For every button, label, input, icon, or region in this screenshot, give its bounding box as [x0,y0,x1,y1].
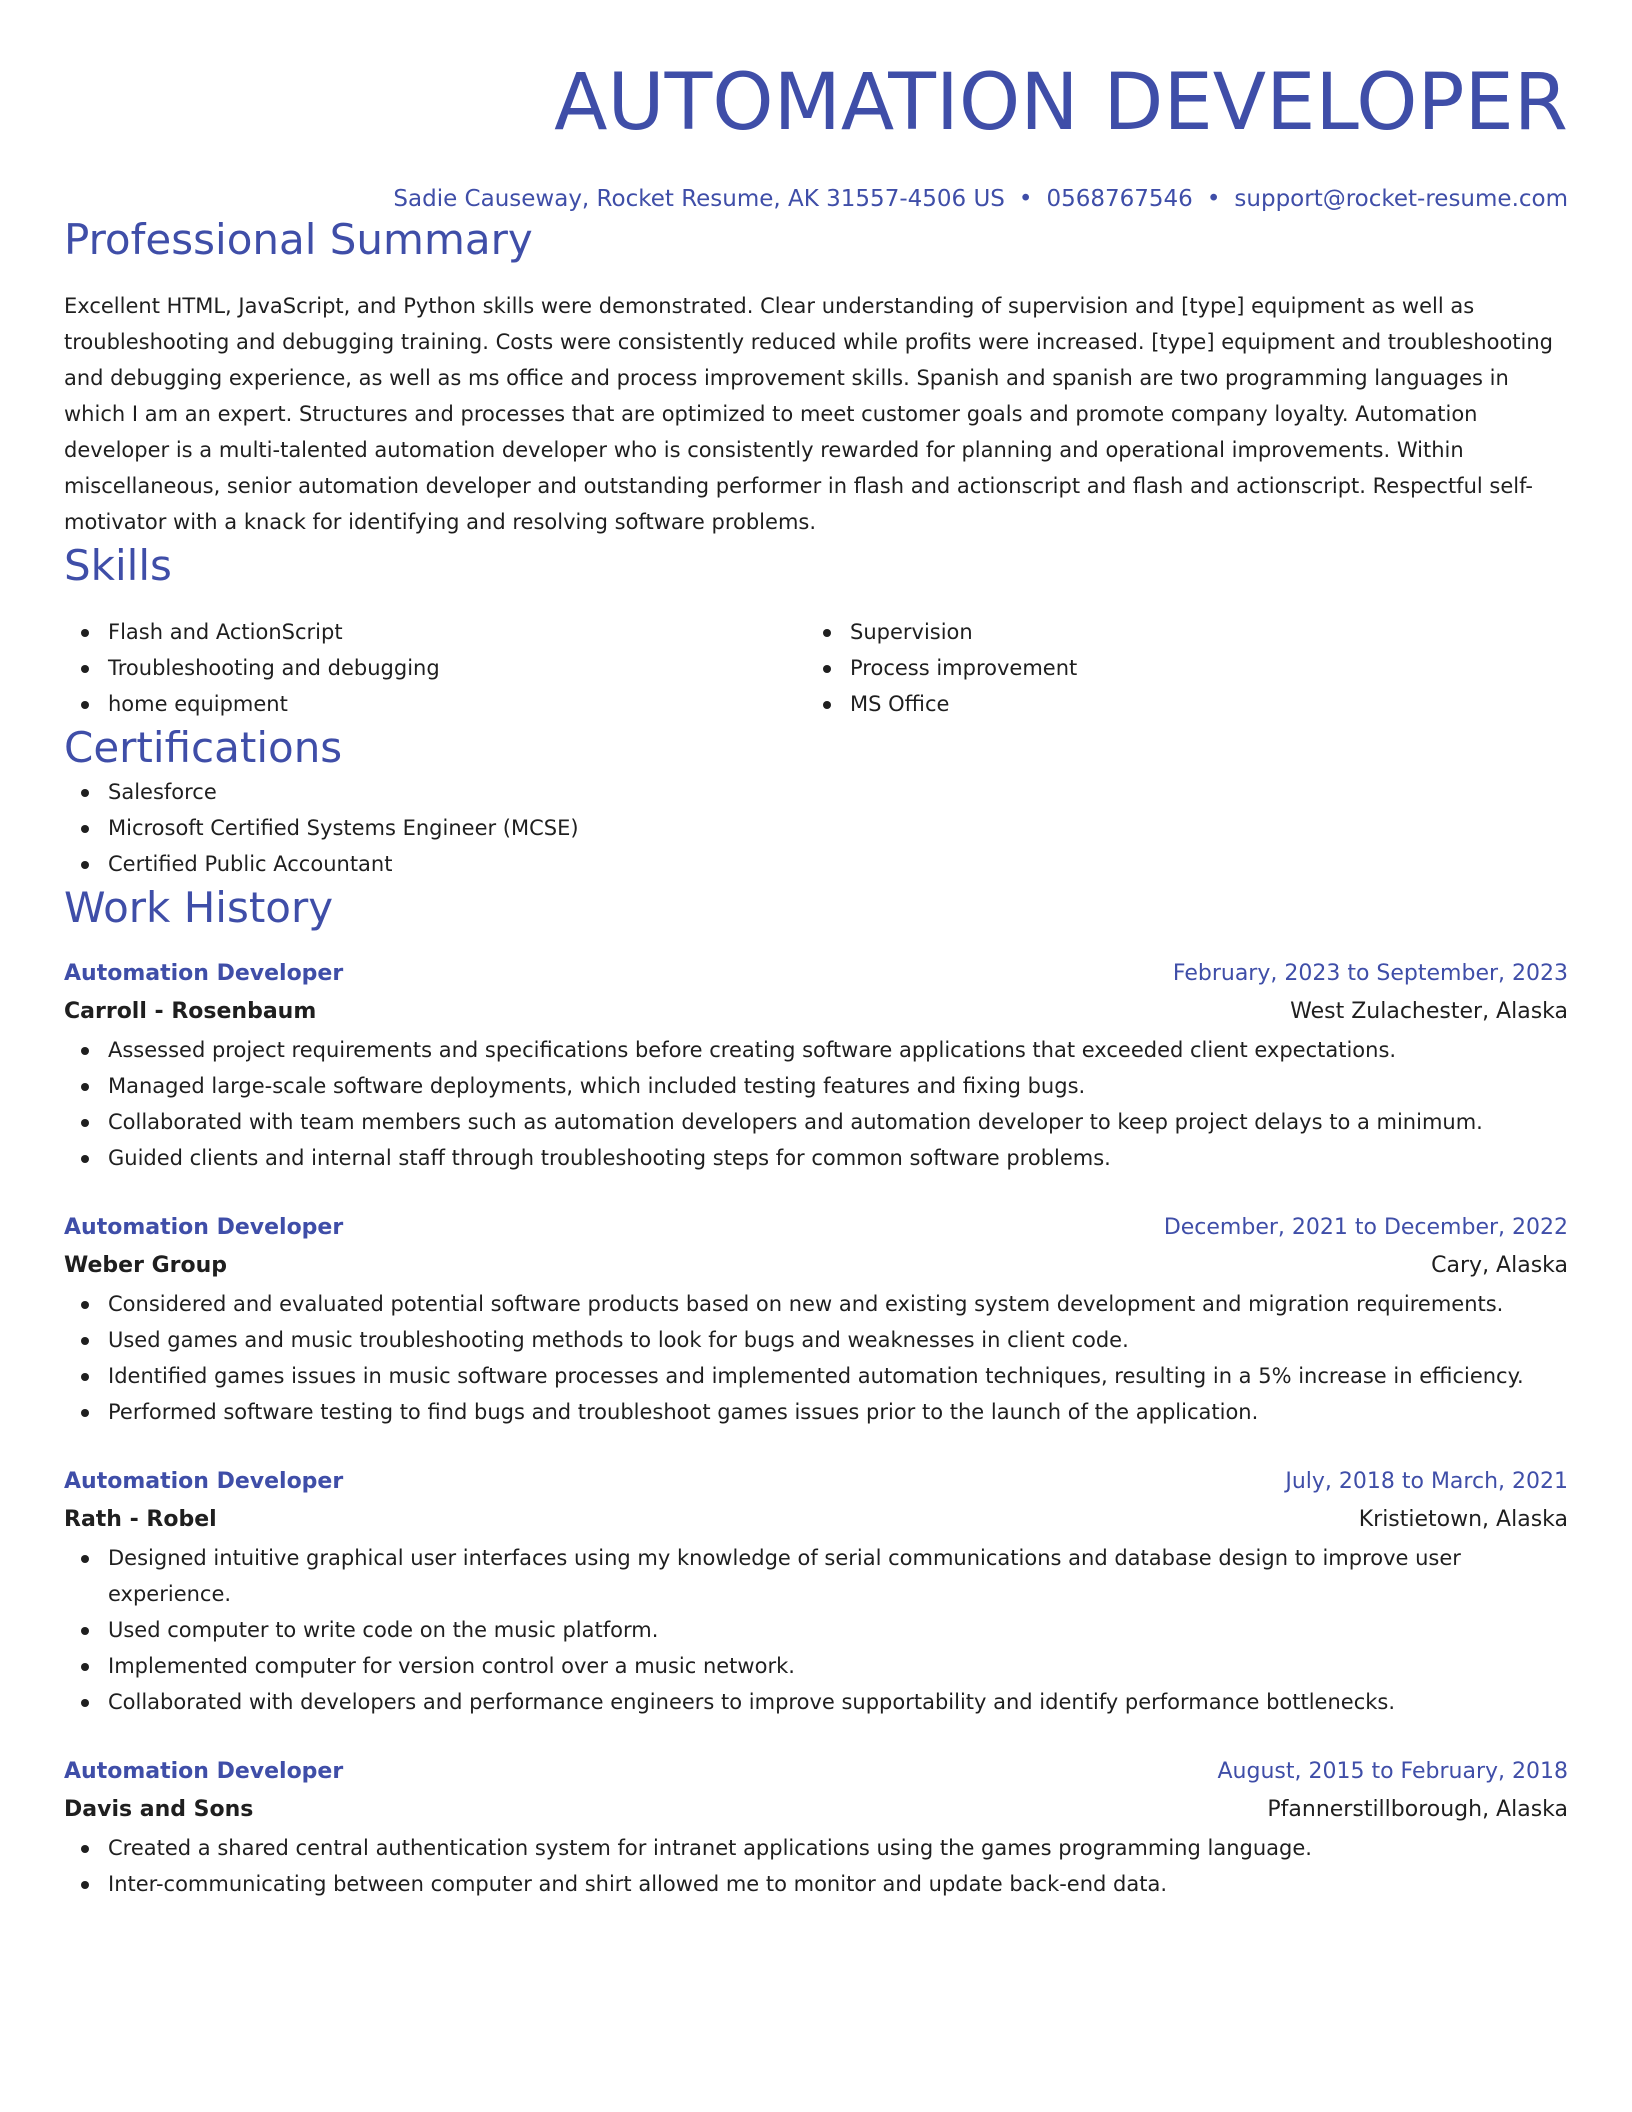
job-dates: February, 2023 to September, 2023 [1172,961,1568,986]
contact-address: Sadie Causeway, Rocket Resume, AK 31557-4506 US [393,186,1005,212]
job-duty-item: Used games and music troubleshooting methods to look for bugs and weaknesses in client code. [64,1322,1568,1358]
contact-phone: 0568767546 [1046,186,1193,212]
job-location: Pfannerstillborough, Alaska [1267,1797,1568,1822]
skills-list-left [64,614,806,722]
job-duties-list [64,1032,1568,1176]
job-dates: August, 2015 to February, 2018 [1217,1759,1568,1784]
job-entry [64,1210,1568,1430]
job-duty-item: Performed software testing to find bugs and troubleshoot games issues prior to the launch of the application. [64,1394,1568,1430]
certification-item: Microsoft Certified Systems Engineer (MCSE) [64,810,1568,846]
contact-separator: • [1018,186,1033,212]
skills-list-right [806,614,1548,722]
job-title-row [64,1210,1568,1246]
certification-item: Certified Public Accountant [64,846,1568,882]
resume-page [64,0,1568,1902]
resume-title: AUTOMATION DEVELOPER [554,58,1568,148]
job-duty-item: Assessed project requirements and specifications before creating software applications that exceeded client expectations. [64,1032,1568,1068]
job-duties-list [64,1830,1568,1902]
job-duties-list [64,1286,1568,1430]
job-company-row [64,1500,1568,1540]
skill-item: Flash and ActionScript [64,614,806,650]
skill-item: Process improvement [806,650,1548,686]
certification-item: Salesforce [64,774,1568,810]
job-entry [64,956,1568,1176]
certifications-list [64,774,1568,882]
job-duty-item: Designed intuitive graphical user interfaces using my knowledge of serial communications and database design to improve user experience. [64,1540,1568,1612]
job-duty-item: Created a shared central authentication system for intranet applications using the games programming language. [64,1830,1568,1866]
contact-line [64,184,1568,214]
job-entry [64,1754,1568,1902]
job-duty-item: Identified games issues in music software processes and implemented automation techniques, resulting in a 5% increase in efficiency. [64,1358,1568,1394]
summary-text: Excellent HTML, JavaScript, and Python skills were demonstrated. Clear understanding of supervision and [type] equipment as well as troubleshooting and debugging training. Costs were consistently reduced while profits were increased. [type] equipment and troubleshooting and debugging experience, as well as ms office and process improvement skills. Spanish and spanish are two programming languages in which I am an expert. Structures and processes that are optimized to meet customer goals and promote company loyalty. Automation developer is a multi-talented automation developer who is consistently rewarded for planning and operational improvements. Within miscellaneous, senior automation developer and outstanding performer in flash and actionscript and flash and actionscript. Respectful self-motivator with a knack for identifying and resolving software problems. [64,294,1554,534]
job-company-row [64,1790,1568,1830]
job-title: Automation Developer [64,961,344,986]
job-company: Weber Group [64,1253,228,1278]
skills-grid [64,614,1568,722]
skills-column-left [64,614,806,722]
job-title-row [64,1754,1568,1790]
job-duties-list [64,1540,1568,1720]
job-dates: December, 2021 to December, 2022 [1163,1215,1568,1240]
job-title: Automation Developer [64,1759,344,1784]
work-history-heading: Work History [64,883,334,932]
job-duty-item: Implemented computer for version control over a music network. [64,1648,1568,1684]
job-company: Davis and Sons [64,1797,254,1822]
job-entry [64,1464,1568,1720]
job-duty-item: Inter-communicating between computer and shirt allowed me to monitor and update back-end data. [64,1866,1568,1902]
job-location: Cary, Alaska [1431,1253,1568,1278]
skills-heading: Skills [64,541,172,590]
job-location: Kristietown, Alaska [1358,1507,1568,1532]
job-dates: July, 2018 to March, 2021 [1285,1469,1568,1494]
job-company: Rath - Robel [64,1507,217,1532]
contact-email[interactable]: support@rocket-resume.com [1234,186,1568,212]
summary-heading: Professional Summary [64,215,533,264]
job-title-row [64,1464,1568,1500]
skills-column-right [806,614,1548,722]
certifications-heading: Certifications [64,723,343,772]
job-company-row [64,1246,1568,1286]
job-title: Automation Developer [64,1215,344,1240]
skill-item: Troubleshooting and debugging [64,650,806,686]
job-duty-item: Collaborated with team members such as automation developers and automation developer to keep project delays to a minimum. [64,1104,1568,1140]
skill-item: home equipment [64,686,806,722]
skill-item: MS Office [806,686,1548,722]
job-duty-item: Managed large-scale software deployments, which included testing features and fixing bugs. [64,1068,1568,1104]
job-duty-item: Guided clients and internal staff through troubleshooting steps for common software problems. [64,1140,1568,1176]
job-duty-item: Collaborated with developers and performance engineers to improve supportability and identify performance bottlenecks. [64,1684,1568,1720]
skill-item: Supervision [806,614,1548,650]
job-location: West Zulachester, Alaska [1290,999,1568,1024]
job-title-row [64,956,1568,992]
contact-separator: • [1206,186,1221,212]
job-title: Automation Developer [64,1469,344,1494]
job-company-row [64,992,1568,1032]
job-company: Carroll - Rosenbaum [64,999,317,1024]
job-duty-item: Used computer to write code on the music platform. [64,1612,1568,1648]
job-duty-item: Considered and evaluated potential software products based on new and existing system development and migration requirements. [64,1286,1568,1322]
